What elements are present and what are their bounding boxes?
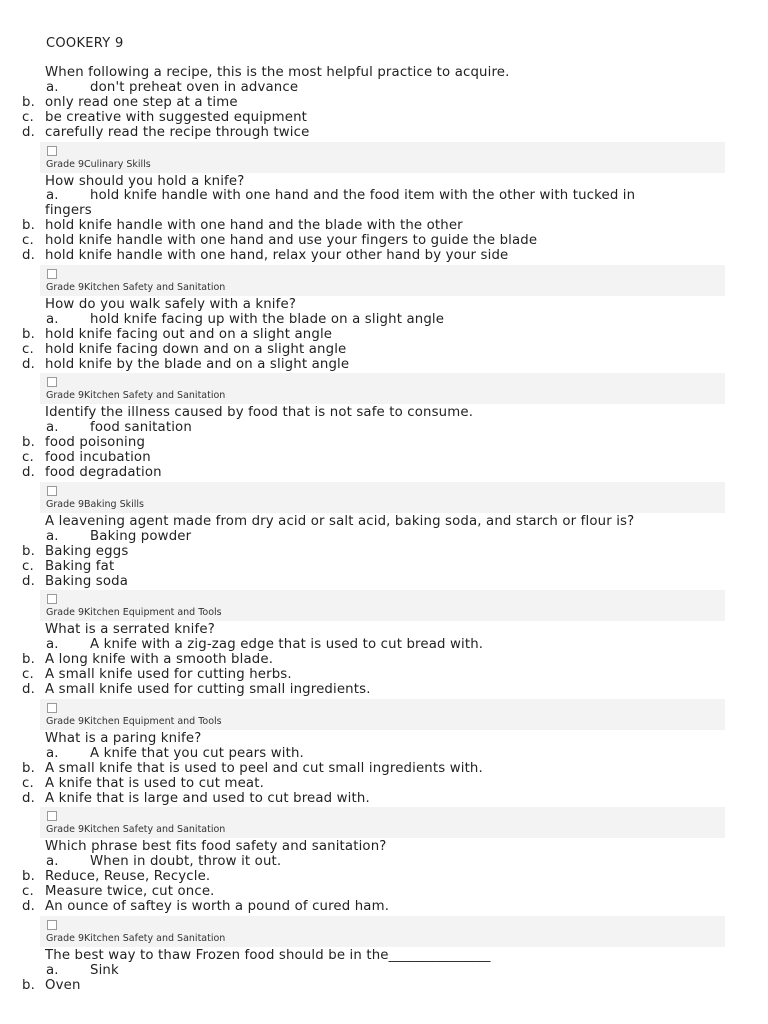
option-text: Measure twice, cut once. — [45, 884, 215, 900]
option-text: A small knife used for cutting herbs. — [45, 667, 292, 683]
answer-option — [0, 544, 768, 559]
answer-option — [0, 884, 768, 899]
option-letter: c. — [22, 341, 34, 357]
option-letter: c. — [22, 884, 34, 900]
checkbox[interactable] — [47, 811, 57, 821]
option-text: carefully read the recipe through twice — [45, 124, 310, 140]
option-letter: a. — [46, 745, 59, 761]
option-letter: b. — [22, 760, 35, 776]
option-letter: b. — [22, 543, 35, 559]
option-text: When in doubt, throw it out. — [90, 854, 282, 870]
option-letter: a. — [46, 854, 59, 870]
answer-option — [0, 963, 768, 978]
option-letter: c. — [22, 109, 34, 125]
question-meta-band — [40, 699, 725, 730]
answer-option — [0, 80, 768, 95]
answer-option — [0, 746, 768, 761]
answer-option — [0, 110, 768, 125]
option-letter: a. — [46, 311, 59, 327]
answer-option — [0, 342, 768, 357]
option-letter: c. — [22, 775, 34, 791]
option-text: don't preheat oven in advance — [90, 79, 299, 95]
option-letter: a. — [46, 79, 59, 95]
option-text: be creative with suggested equipment — [45, 109, 308, 125]
answer-option — [0, 854, 768, 869]
option-letter: b. — [22, 652, 35, 668]
option-letter: b. — [22, 869, 35, 885]
answer-option — [0, 420, 768, 435]
option-text-continued: fingers — [45, 203, 92, 219]
option-letter: c. — [22, 233, 34, 249]
answer-option — [0, 312, 768, 327]
answer-option — [0, 450, 768, 465]
option-letter: d. — [22, 248, 35, 263]
checkbox[interactable] — [47, 920, 57, 930]
question-meta-band — [40, 916, 725, 947]
option-letter: d. — [22, 124, 35, 140]
answer-option — [0, 435, 768, 450]
page-title: COOKERY 9 — [46, 36, 124, 51]
option-text: A knife that you cut pears with. — [90, 745, 304, 761]
question-text: When following a recipe, this is the most helpful practice to acquire. — [45, 65, 510, 80]
answer-option — [0, 637, 768, 652]
option-text: A small knife that is used to peel and cut small ingredients with. — [45, 760, 483, 776]
topic-tag: Grade 9Kitchen Safety and Sanitation — [46, 824, 226, 836]
answer-option — [0, 899, 768, 914]
option-letter: d. — [22, 573, 35, 589]
answer-option — [0, 233, 768, 248]
option-text: food degradation — [45, 465, 162, 480]
answer-option — [0, 978, 768, 993]
option-letter: b. — [22, 435, 35, 451]
question-meta-band — [40, 373, 725, 404]
checkbox[interactable] — [47, 377, 57, 387]
question-meta-band — [40, 142, 725, 173]
question-text: Which phrase best fits food safety and sanitation? — [45, 839, 387, 855]
question-text: How do you walk safely with a knife? — [45, 296, 297, 312]
question-text: What is a paring knife? — [45, 730, 202, 746]
topic-tag: Grade 9Baking Skills — [46, 498, 144, 510]
question-meta-band — [40, 265, 725, 296]
option-text: A long knife with a smooth blade. — [45, 652, 274, 668]
option-letter: b. — [22, 218, 35, 234]
option-text: A knife that is large and used to cut bread with. — [45, 790, 370, 806]
option-text: A small knife used for cutting small ingredients. — [45, 682, 371, 697]
option-letter: d. — [22, 790, 35, 806]
option-letter: a. — [46, 420, 59, 436]
question-text: Identify the illness caused by food that is not safe to consume. — [45, 405, 474, 421]
option-letter: d. — [22, 356, 35, 372]
option-letter: c. — [22, 450, 34, 466]
option-letter: a. — [46, 962, 59, 978]
question-text: A leavening agent made from dry acid or salt acid, baking soda, and starch or flour is? — [45, 513, 635, 529]
checkbox[interactable] — [47, 703, 57, 713]
option-text: Baking powder — [90, 528, 192, 544]
topic-tag: Grade 9Kitchen Equipment and Tools — [46, 715, 222, 727]
option-text: Baking fat — [45, 558, 115, 574]
option-letter: c. — [22, 667, 34, 683]
option-text: Baking eggs — [45, 543, 129, 559]
option-text: hold knife facing out and on a slight angle — [45, 326, 333, 342]
option-text: hold knife handle with one hand and the blade with the other — [45, 218, 463, 234]
question-meta-band — [40, 482, 725, 513]
option-text: Oven — [45, 977, 81, 993]
option-letter: a. — [46, 637, 59, 653]
option-text: hold knife handle with one hand and use your fingers to guide the blade — [45, 233, 538, 249]
checkbox[interactable] — [47, 486, 57, 496]
answer-option — [0, 465, 768, 480]
option-text: hold knife handle with one hand, relax your other hand by your side — [45, 248, 509, 263]
option-text: only read one step at a time — [45, 94, 238, 110]
topic-tag: Grade 9Kitchen Safety and Sanitation — [46, 390, 226, 402]
option-text: food poisoning — [45, 435, 146, 451]
option-text: hold knife facing down and on a slight angle — [45, 341, 347, 357]
option-text: An ounce of saftey is worth a pound of cured ham. — [45, 899, 390, 914]
option-text: food incubation — [45, 450, 151, 466]
answer-option — [0, 574, 768, 589]
answer-option — [0, 869, 768, 884]
question-text: What is a serrated knife? — [45, 622, 215, 638]
answer-option — [0, 776, 768, 791]
option-letter: c. — [22, 558, 34, 574]
answer-option — [0, 667, 768, 682]
question-text: How should you hold a knife? — [45, 173, 245, 189]
answer-option — [0, 357, 768, 372]
option-letter: a. — [46, 528, 59, 544]
option-text: A knife that is used to cut meat. — [45, 775, 264, 791]
answer-option — [0, 95, 768, 110]
option-text: Reduce, Reuse, Recycle. — [45, 869, 211, 885]
answer-option — [0, 327, 768, 342]
question-text: The best way to thaw Frozen food should be in the_______________ — [45, 947, 491, 963]
option-letter: b. — [22, 326, 35, 342]
option-text: hold knife facing up with the blade on a slight angle — [90, 311, 445, 327]
topic-tag: Grade 9Culinary Skills — [46, 158, 151, 170]
answer-option — [0, 652, 768, 667]
answer-option — [0, 188, 768, 203]
option-text: hold knife by the blade and on a slight angle — [45, 356, 350, 372]
option-text: A knife with a zig-zag edge that is used to cut bread with. — [90, 637, 484, 653]
checkbox[interactable] — [47, 146, 57, 156]
answer-option — [0, 248, 768, 263]
answer-option — [0, 125, 768, 140]
topic-tag: Grade 9Kitchen Equipment and Tools — [46, 607, 222, 619]
answer-option — [0, 682, 768, 697]
option-text: hold knife handle with one hand and the food item with the other with tucked in — [90, 188, 636, 204]
question-meta-band — [40, 590, 725, 621]
option-letter: b. — [22, 94, 35, 110]
topic-tag: Grade 9Kitchen Safety and Sanitation — [46, 281, 226, 293]
option-letter: d. — [22, 465, 35, 480]
checkbox[interactable] — [47, 594, 57, 604]
answer-option — [0, 791, 768, 806]
checkbox[interactable] — [47, 269, 57, 279]
option-letter: d. — [22, 899, 35, 914]
option-text: Sink — [90, 962, 119, 978]
answer-option — [0, 529, 768, 544]
topic-tag: Grade 9Kitchen Safety and Sanitation — [46, 932, 226, 944]
question-meta-band — [40, 807, 725, 838]
option-letter: d. — [22, 682, 35, 697]
option-text: food sanitation — [90, 420, 192, 436]
option-letter: a. — [46, 188, 59, 204]
answer-option — [0, 761, 768, 776]
option-text: Baking soda — [45, 573, 129, 589]
option-letter: b. — [22, 977, 35, 993]
answer-option — [0, 559, 768, 574]
answer-option — [0, 218, 768, 233]
